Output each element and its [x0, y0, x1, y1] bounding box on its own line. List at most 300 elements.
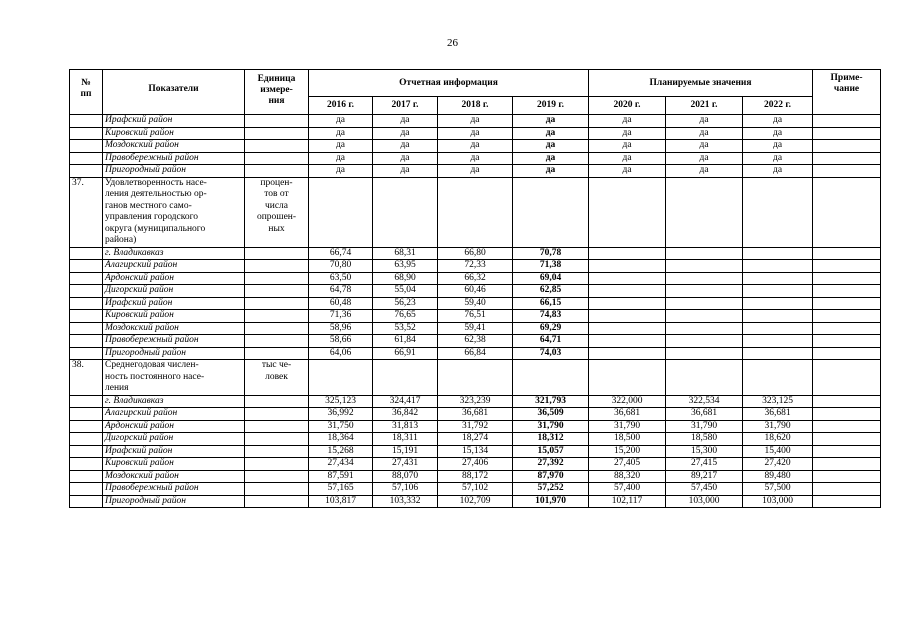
indicators-table	[69, 69, 881, 508]
value-cell: 322,534	[666, 395, 743, 408]
value-cell: 18,580	[666, 433, 743, 446]
row-label: Кировский район	[103, 458, 245, 471]
table-row	[70, 408, 881, 421]
value-cell: 15,057	[513, 445, 589, 458]
value-cell: 36,681	[589, 408, 666, 421]
value-cell	[309, 360, 373, 396]
value-cell: 31,790	[743, 420, 813, 433]
value-cell: да	[666, 127, 743, 140]
row-unit	[245, 127, 309, 140]
row-unit	[245, 140, 309, 153]
value-cell: да	[373, 115, 438, 128]
value-cell	[666, 310, 743, 323]
row-number: 38.	[70, 360, 103, 396]
value-cell: 62,85	[513, 285, 589, 298]
value-cell	[743, 285, 813, 298]
value-cell: да	[438, 140, 513, 153]
value-cell: 71,36	[309, 310, 373, 323]
value-cell	[666, 322, 743, 335]
row-label: Удовлетворенность насе- ления деятельностью ор- ганов местного само- управления городского округа (муниципального района)	[103, 177, 245, 247]
value-cell	[309, 177, 373, 247]
value-cell	[666, 260, 743, 273]
header-num-text: № пп	[80, 78, 92, 99]
row-label: г. Владикавказ	[103, 395, 245, 408]
value-cell: 324,417	[373, 395, 438, 408]
row-number	[70, 260, 103, 273]
row-number	[70, 247, 103, 260]
value-cell: да	[513, 165, 589, 178]
value-cell: да	[438, 115, 513, 128]
value-cell	[743, 247, 813, 260]
value-cell: да	[666, 152, 743, 165]
table-row	[70, 395, 881, 408]
value-cell: 66,80	[438, 247, 513, 260]
table-row	[70, 260, 881, 273]
row-number	[70, 445, 103, 458]
row-number	[70, 433, 103, 446]
header-year: 2021 г.	[666, 97, 743, 115]
value-cell: 61,84	[373, 335, 438, 348]
value-cell: да	[743, 140, 813, 153]
value-cell	[743, 177, 813, 247]
value-cell: 71,38	[513, 260, 589, 273]
row-label: Моздокский район	[103, 322, 245, 335]
value-cell: 27,415	[666, 458, 743, 471]
value-cell: 66,15	[513, 297, 589, 310]
note-cell	[813, 177, 881, 247]
note-cell	[813, 395, 881, 408]
value-cell: 60,48	[309, 297, 373, 310]
note-cell	[813, 247, 881, 260]
row-unit	[245, 445, 309, 458]
row-label: Кировский район	[103, 127, 245, 140]
note-cell	[813, 127, 881, 140]
note-cell	[813, 285, 881, 298]
value-cell: 59,40	[438, 297, 513, 310]
note-cell	[813, 458, 881, 471]
row-number	[70, 420, 103, 433]
row-unit: процен- тов от числа опрошен- ных	[245, 177, 309, 247]
value-cell: да	[743, 152, 813, 165]
value-cell: 322,000	[589, 395, 666, 408]
value-cell	[666, 335, 743, 348]
note-cell	[813, 165, 881, 178]
value-cell	[666, 297, 743, 310]
value-cell	[589, 310, 666, 323]
row-number	[70, 310, 103, 323]
value-cell: 57,106	[373, 483, 438, 496]
value-cell: да	[438, 127, 513, 140]
table-row	[70, 495, 881, 508]
value-cell: 18,311	[373, 433, 438, 446]
indicator-row	[70, 177, 881, 247]
table-row	[70, 297, 881, 310]
value-cell: да	[373, 165, 438, 178]
header-indicator: Показатели	[103, 70, 245, 115]
row-number	[70, 395, 103, 408]
value-cell: 27,434	[309, 458, 373, 471]
value-cell: да	[589, 127, 666, 140]
value-cell: 66,91	[373, 347, 438, 360]
row-number	[70, 152, 103, 165]
row-number	[70, 272, 103, 285]
value-cell: да	[743, 127, 813, 140]
row-label: Моздокский район	[103, 470, 245, 483]
value-cell: 89,217	[666, 470, 743, 483]
row-unit: тыс че- ловек	[245, 360, 309, 396]
value-cell: да	[309, 165, 373, 178]
table-row	[70, 140, 881, 153]
row-number	[70, 335, 103, 348]
value-cell: да	[513, 115, 589, 128]
row-number	[70, 285, 103, 298]
note-cell	[813, 445, 881, 458]
value-cell: 18,620	[743, 433, 813, 446]
value-cell: 66,32	[438, 272, 513, 285]
value-cell: 15,134	[438, 445, 513, 458]
value-cell: 325,123	[309, 395, 373, 408]
value-cell	[513, 177, 589, 247]
value-cell: 36,509	[513, 408, 589, 421]
row-unit	[245, 322, 309, 335]
row-label: Ардонский район	[103, 420, 245, 433]
row-label: Ирафский район	[103, 297, 245, 310]
value-cell	[589, 297, 666, 310]
row-unit	[245, 247, 309, 260]
value-cell: да	[513, 127, 589, 140]
note-cell	[813, 335, 881, 348]
note-cell	[813, 420, 881, 433]
value-cell: 36,842	[373, 408, 438, 421]
value-cell: 31,792	[438, 420, 513, 433]
row-number	[70, 140, 103, 153]
row-unit	[245, 115, 309, 128]
value-cell: 89,480	[743, 470, 813, 483]
table-row	[70, 115, 881, 128]
table-row	[70, 458, 881, 471]
row-unit	[245, 310, 309, 323]
value-cell: 69,29	[513, 322, 589, 335]
row-label: Ирафский район	[103, 445, 245, 458]
value-cell	[743, 310, 813, 323]
value-cell: 321,793	[513, 395, 589, 408]
row-unit	[245, 470, 309, 483]
row-label: Пригородный район	[103, 347, 245, 360]
value-cell	[373, 360, 438, 396]
note-cell	[813, 115, 881, 128]
value-cell: 31,790	[589, 420, 666, 433]
value-cell: 60,46	[438, 285, 513, 298]
value-cell: да	[513, 152, 589, 165]
value-cell: да	[373, 127, 438, 140]
value-cell: 103,332	[373, 495, 438, 508]
value-cell: 15,400	[743, 445, 813, 458]
value-cell: 88,070	[373, 470, 438, 483]
value-cell: 103,000	[743, 495, 813, 508]
value-cell: 27,405	[589, 458, 666, 471]
row-number	[70, 322, 103, 335]
value-cell: 323,239	[438, 395, 513, 408]
value-cell: 72,33	[438, 260, 513, 273]
row-label: Дигорский район	[103, 285, 245, 298]
value-cell	[438, 177, 513, 247]
value-cell: 27,406	[438, 458, 513, 471]
row-unit	[245, 297, 309, 310]
row-unit	[245, 347, 309, 360]
value-cell: 101,970	[513, 495, 589, 508]
row-number	[70, 470, 103, 483]
value-cell	[589, 360, 666, 396]
row-unit	[245, 260, 309, 273]
value-cell	[589, 347, 666, 360]
value-cell: 57,165	[309, 483, 373, 496]
header-year: 2016 г.	[309, 97, 373, 115]
value-cell: 70,78	[513, 247, 589, 260]
value-cell: да	[438, 152, 513, 165]
value-cell: 76,51	[438, 310, 513, 323]
value-cell: 55,04	[373, 285, 438, 298]
value-cell: 103,000	[666, 495, 743, 508]
value-cell: 15,191	[373, 445, 438, 458]
value-cell	[589, 177, 666, 247]
row-label: Пригородный район	[103, 495, 245, 508]
value-cell: да	[589, 165, 666, 178]
note-cell	[813, 347, 881, 360]
value-cell: 31,790	[513, 420, 589, 433]
table-row	[70, 127, 881, 140]
value-cell	[743, 322, 813, 335]
table-row	[70, 483, 881, 496]
header-note	[813, 70, 881, 115]
value-cell	[589, 260, 666, 273]
row-number	[70, 458, 103, 471]
value-cell	[743, 260, 813, 273]
value-cell: 88,320	[589, 470, 666, 483]
value-cell: да	[309, 127, 373, 140]
row-label: Ардонский район	[103, 272, 245, 285]
row-unit	[245, 272, 309, 285]
value-cell: 58,66	[309, 335, 373, 348]
value-cell: 18,500	[589, 433, 666, 446]
value-cell: 15,268	[309, 445, 373, 458]
row-number	[70, 165, 103, 178]
note-cell	[813, 470, 881, 483]
value-cell: 87,591	[309, 470, 373, 483]
value-cell: 15,200	[589, 445, 666, 458]
row-number	[70, 408, 103, 421]
value-cell	[666, 360, 743, 396]
note-cell	[813, 433, 881, 446]
value-cell: да	[373, 152, 438, 165]
value-cell: да	[309, 152, 373, 165]
row-unit	[245, 335, 309, 348]
row-unit	[245, 395, 309, 408]
value-cell: 36,681	[438, 408, 513, 421]
value-cell: 88,172	[438, 470, 513, 483]
value-cell: да	[743, 165, 813, 178]
row-label: Правобережный район	[103, 335, 245, 348]
value-cell	[589, 322, 666, 335]
note-cell	[813, 272, 881, 285]
value-cell: 18,364	[309, 433, 373, 446]
value-cell	[666, 285, 743, 298]
row-label: Моздокский район	[103, 140, 245, 153]
header-year: 2022 г.	[743, 97, 813, 115]
value-cell: 74,83	[513, 310, 589, 323]
value-cell: 57,500	[743, 483, 813, 496]
value-cell: 59,41	[438, 322, 513, 335]
value-cell: 53,52	[373, 322, 438, 335]
row-unit	[245, 433, 309, 446]
row-unit	[245, 495, 309, 508]
value-cell: 36,681	[666, 408, 743, 421]
value-cell: 57,400	[589, 483, 666, 496]
value-cell: 31,813	[373, 420, 438, 433]
value-cell: 62,38	[438, 335, 513, 348]
row-number	[70, 495, 103, 508]
value-cell: 68,90	[373, 272, 438, 285]
row-number	[70, 127, 103, 140]
value-cell: 64,71	[513, 335, 589, 348]
value-cell: 64,06	[309, 347, 373, 360]
value-cell	[743, 272, 813, 285]
value-cell	[666, 177, 743, 247]
value-cell	[743, 360, 813, 396]
value-cell: 74,03	[513, 347, 589, 360]
value-cell: 58,96	[309, 322, 373, 335]
value-cell: 66,84	[438, 347, 513, 360]
value-cell: да	[589, 115, 666, 128]
table-row	[70, 310, 881, 323]
row-unit	[245, 285, 309, 298]
value-cell: да	[666, 140, 743, 153]
header-planned: Планируемые значения	[589, 70, 813, 97]
value-cell: да	[666, 165, 743, 178]
header-unit	[245, 70, 309, 115]
value-cell: 323,125	[743, 395, 813, 408]
value-cell: 57,102	[438, 483, 513, 496]
row-number	[70, 115, 103, 128]
row-label: г. Владикавказ	[103, 247, 245, 260]
value-cell: 31,790	[666, 420, 743, 433]
row-label: Алагирский район	[103, 260, 245, 273]
value-cell: 103,817	[309, 495, 373, 508]
value-cell: 57,450	[666, 483, 743, 496]
value-cell: да	[309, 115, 373, 128]
note-cell	[813, 260, 881, 273]
value-cell	[743, 347, 813, 360]
value-cell: да	[513, 140, 589, 153]
page-number: 26	[447, 37, 458, 49]
value-cell	[513, 360, 589, 396]
row-label: Ирафский район	[103, 115, 245, 128]
row-label: Дигорский район	[103, 433, 245, 446]
table-row	[70, 247, 881, 260]
indicator-row	[70, 360, 881, 396]
value-cell: 102,117	[589, 495, 666, 508]
row-unit	[245, 483, 309, 496]
value-cell	[589, 272, 666, 285]
value-cell	[589, 285, 666, 298]
table-row	[70, 322, 881, 335]
value-cell: 69,04	[513, 272, 589, 285]
header-year: 2018 г.	[438, 97, 513, 115]
value-cell: 63,50	[309, 272, 373, 285]
value-cell: 27,392	[513, 458, 589, 471]
table-row	[70, 470, 881, 483]
header-reporting: Отчетная информация	[309, 70, 589, 97]
value-cell: 87,970	[513, 470, 589, 483]
note-cell	[813, 310, 881, 323]
table-row	[70, 152, 881, 165]
value-cell: 64,78	[309, 285, 373, 298]
value-cell: 36,992	[309, 408, 373, 421]
table-row	[70, 285, 881, 298]
value-cell: 36,681	[743, 408, 813, 421]
table-row	[70, 347, 881, 360]
value-cell	[373, 177, 438, 247]
value-cell	[589, 247, 666, 260]
row-unit	[245, 165, 309, 178]
row-number	[70, 297, 103, 310]
row-unit	[245, 458, 309, 471]
value-cell	[743, 297, 813, 310]
row-number	[70, 483, 103, 496]
value-cell: 31,750	[309, 420, 373, 433]
value-cell: да	[743, 115, 813, 128]
value-cell: 66,74	[309, 247, 373, 260]
row-unit	[245, 420, 309, 433]
row-number	[70, 347, 103, 360]
value-cell	[666, 247, 743, 260]
row-label: Кировский район	[103, 310, 245, 323]
value-cell: 15,300	[666, 445, 743, 458]
note-cell	[813, 140, 881, 153]
row-label: Среднегодовая числен- ность постоянного насе- ления	[103, 360, 245, 396]
header-year: 2019 г.	[513, 97, 589, 115]
value-cell: 27,420	[743, 458, 813, 471]
value-cell	[438, 360, 513, 396]
table-body	[70, 115, 881, 508]
value-cell	[589, 335, 666, 348]
value-cell: 68,31	[373, 247, 438, 260]
value-cell: 27,431	[373, 458, 438, 471]
value-cell: да	[589, 152, 666, 165]
table-row	[70, 335, 881, 348]
value-cell	[666, 347, 743, 360]
note-cell	[813, 322, 881, 335]
value-cell: да	[438, 165, 513, 178]
note-cell	[813, 297, 881, 310]
table-row	[70, 445, 881, 458]
table-row	[70, 272, 881, 285]
table-row	[70, 165, 881, 178]
value-cell: да	[589, 140, 666, 153]
value-cell	[666, 272, 743, 285]
row-number: 37.	[70, 177, 103, 247]
value-cell: 70,80	[309, 260, 373, 273]
value-cell: 76,65	[373, 310, 438, 323]
note-cell	[813, 495, 881, 508]
row-label: Правобережный район	[103, 483, 245, 496]
row-label: Правобережный район	[103, 152, 245, 165]
header-note-text: Приме- чание	[830, 73, 863, 94]
row-label: Алагирский район	[103, 408, 245, 421]
value-cell: да	[309, 140, 373, 153]
value-cell: да	[666, 115, 743, 128]
value-cell: 18,312	[513, 433, 589, 446]
row-unit	[245, 408, 309, 421]
